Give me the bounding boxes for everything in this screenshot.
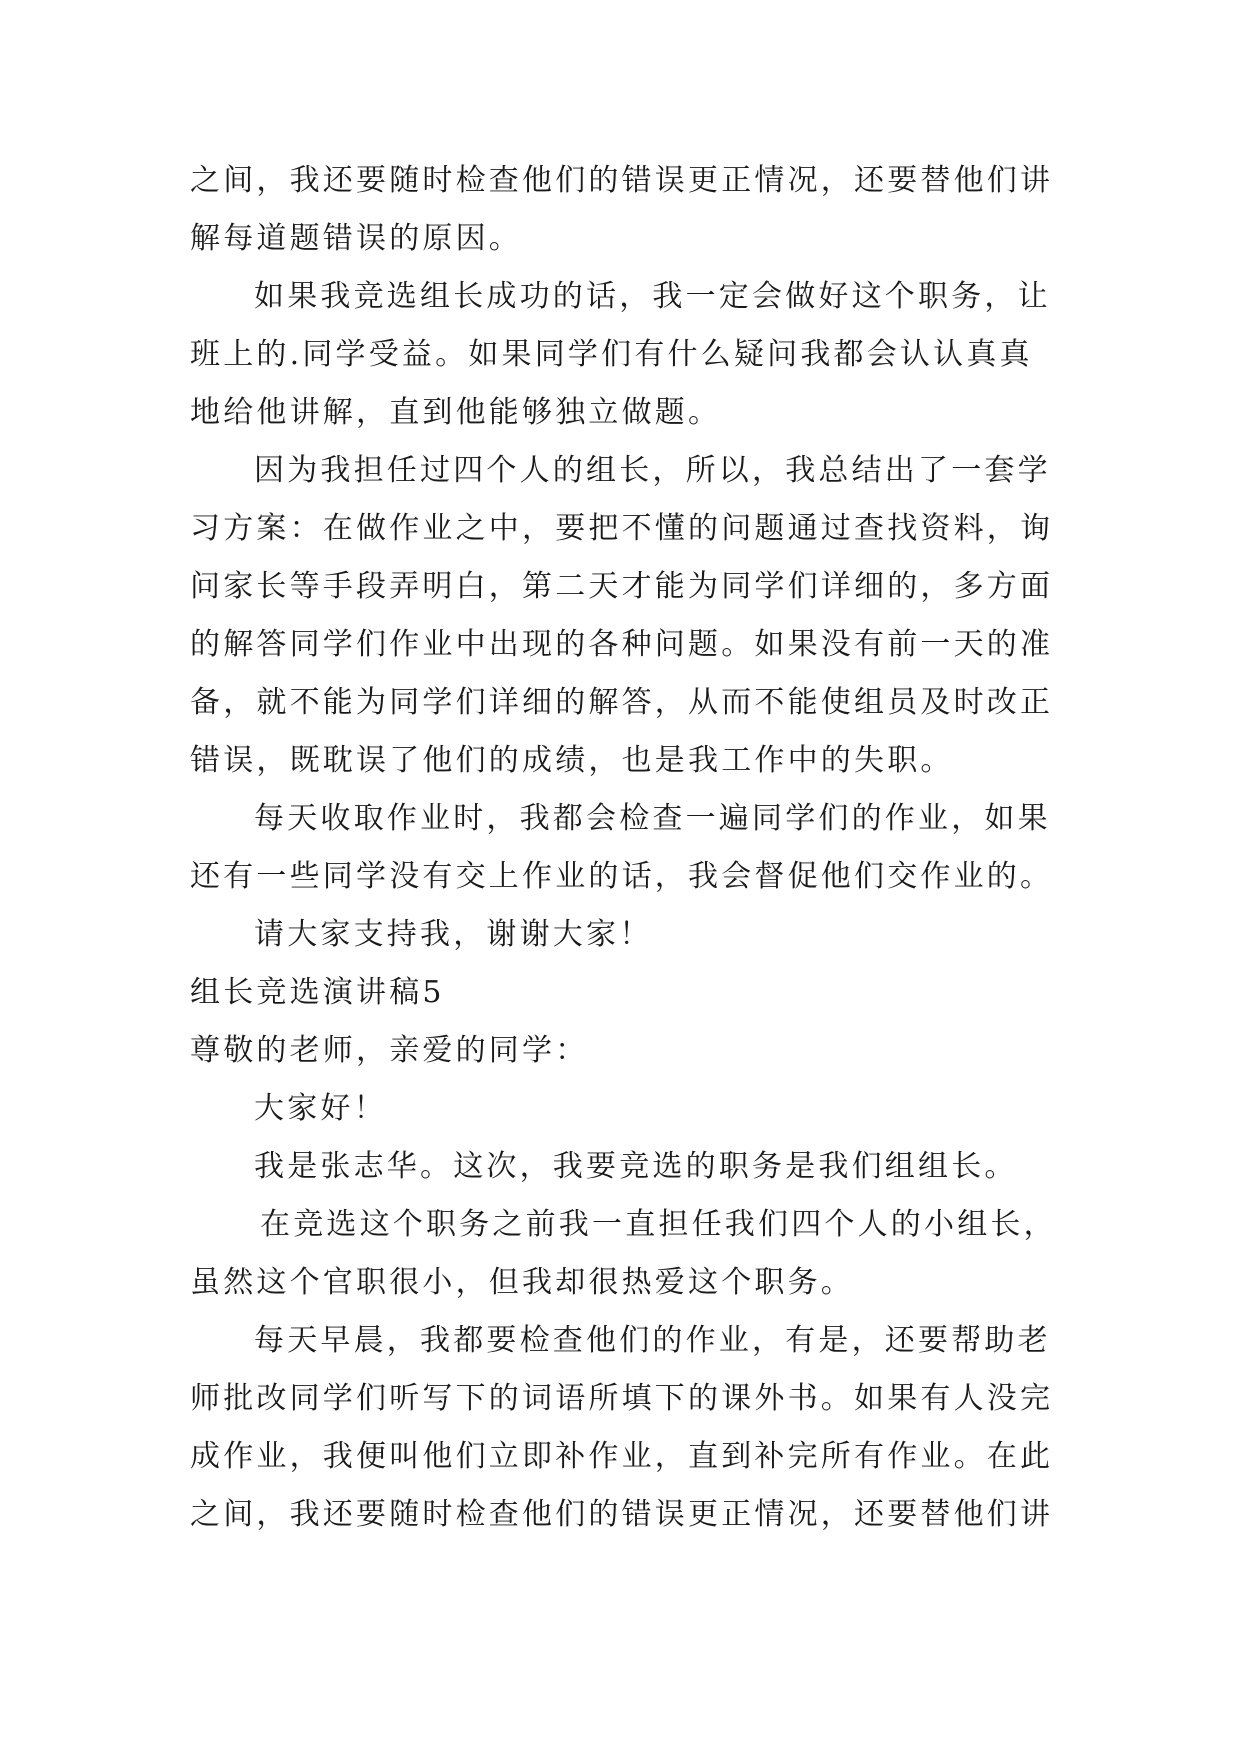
paragraph-line: 地给他讲解，直到他能够独立做题。: [190, 395, 722, 430]
paragraph-line: 师批改同学们听写下的词语所填下的课外书。如果有人没完: [190, 1381, 1054, 1416]
paragraph-line: 每天早晨，我都要检查他们的作业，有是，还要帮助老: [254, 1323, 1051, 1358]
paragraph-line: 备，就不能为同学们详细的解答，从而不能使组员及时改正: [190, 685, 1054, 720]
paragraph-line: 错误，既耽误了他们的成绩，也是我工作中的失职。: [190, 743, 954, 778]
paragraph-line: 虽然这个官职很小，但我却很热爱这个职务。: [190, 1265, 854, 1300]
paragraph-line: 成作业，我便叫他们立即补作业，直到补完所有作业。在此: [190, 1439, 1054, 1474]
paragraph-line: 在竞选这个职务之前我一直担任我们四个人的小组长，: [260, 1207, 1057, 1242]
paragraph-line: 还有一些同学没有交上作业的话，我会督促他们交作业的。: [190, 859, 1054, 894]
paragraph-line: 大家好！: [254, 1091, 387, 1126]
paragraph-line: 每天收取作业时，我都会检查一遍同学们的作业，如果: [254, 801, 1051, 836]
paragraph-line: 因为我担任过四个人的组长，所以，我总结出了一套学: [254, 453, 1051, 488]
greeting-line: 尊敬的老师，亲爱的同学：: [190, 1033, 589, 1068]
paragraph-line: 我是张志华。这次，我要竞选的职务是我们组组长。: [254, 1149, 1018, 1184]
paragraph-line: 班上的.同学受益。如果同学们有什么疑问我都会认认真真: [190, 337, 1033, 372]
document-page: [190, 152, 1070, 1544]
paragraph-line: 之间，我还要随时检查他们的错误更正情况，还要替他们讲: [190, 1497, 1054, 1532]
paragraph-line: 问家长等手段弄明白，第二天才能为同学们详细的，多方面: [190, 569, 1054, 604]
paragraph-line: 如果我竞选组长成功的话，我一定会做好这个职务，让: [254, 279, 1051, 314]
section-heading: 组长竞选演讲稿5: [190, 975, 445, 1010]
paragraph-line: 解每道题错误的原因。: [190, 221, 522, 256]
paragraph-line: 之间，我还要随时检查他们的错误更正情况，还要替他们讲: [190, 163, 1054, 198]
paragraph-line: 请大家支持我，谢谢大家！: [254, 917, 653, 952]
paragraph-line: 习方案：在做作业之中，要把不懂的问题通过查找资料，询: [190, 511, 1054, 546]
paragraph-line: 的解答同学们作业中出现的各种问题。如果没有前一天的准: [190, 627, 1054, 662]
